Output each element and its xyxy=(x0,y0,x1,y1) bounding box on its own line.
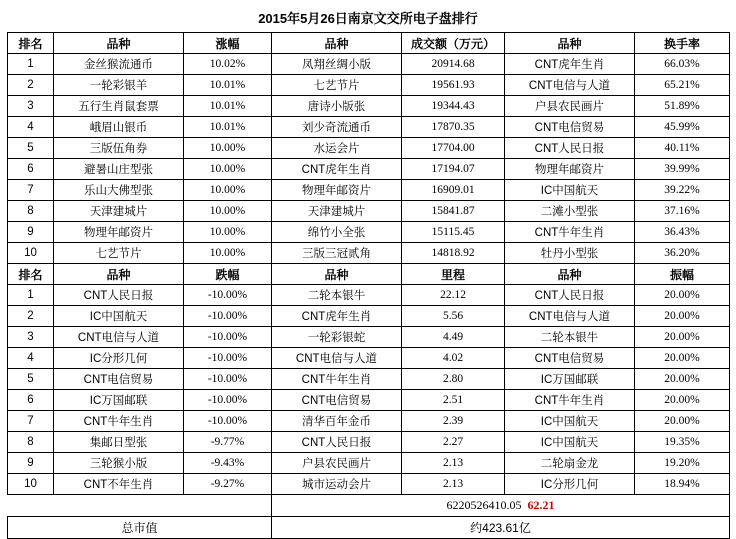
col-header-variety-2: 品种 xyxy=(272,264,402,285)
cell-variety-3: CNT电信贸易 xyxy=(505,117,635,138)
cell-variety-1: 集邮日型张 xyxy=(54,432,184,453)
cell-variety-2: 城市运动会片 xyxy=(272,474,402,495)
turnover-total-cell xyxy=(272,495,730,517)
cell-mileage: 2.51 xyxy=(402,390,505,411)
cell-amplitude: 20.00% xyxy=(635,369,730,390)
cell-variety-1: 金丝猴流通币 xyxy=(54,54,184,75)
table-row xyxy=(8,432,730,453)
cell-amplitude: 20.00% xyxy=(635,306,730,327)
cell-gain: 10.00% xyxy=(184,138,272,159)
cell-variety-3: IC中国航天 xyxy=(505,411,635,432)
gainers-table xyxy=(7,32,730,264)
col-header-amplitude: 振幅 xyxy=(635,264,730,285)
cell-mileage: 4.02 xyxy=(402,348,505,369)
cell-variety-1: IC分形几何 xyxy=(54,348,184,369)
cell-turnover-rate: 51.89% xyxy=(635,96,730,117)
cell-variety-3: CNT人民日报 xyxy=(505,138,635,159)
cell-rank: 4 xyxy=(8,348,54,369)
table-row xyxy=(8,306,730,327)
table-header-row xyxy=(8,264,730,285)
cell-turnover: 17194.07 xyxy=(402,159,505,180)
cell-turnover-rate: 65.21% xyxy=(635,75,730,96)
cell-rank: 2 xyxy=(8,306,54,327)
cell-variety-3: CNT虎年生肖 xyxy=(505,54,635,75)
cell-variety-3: CNT电信与人道 xyxy=(505,75,635,96)
cell-amplitude: 20.00% xyxy=(635,285,730,306)
cell-amplitude: 20.00% xyxy=(635,411,730,432)
table-row xyxy=(8,474,730,495)
cell-variety-2: 唐诗小版张 xyxy=(272,96,402,117)
cell-variety-2: CNT电信与人道 xyxy=(272,348,402,369)
cell-variety-2: CNT虎年生肖 xyxy=(272,159,402,180)
cell-variety-2: 天津建城片 xyxy=(272,201,402,222)
cell-variety-3: 二轮扇金龙 xyxy=(505,453,635,474)
cell-variety-3: IC中国航天 xyxy=(505,432,635,453)
cell-variety-2: CNT人民日报 xyxy=(272,432,402,453)
col-header-decline: 跌幅 xyxy=(184,264,272,285)
cell-mileage: 2.39 xyxy=(402,411,505,432)
cell-mileage: 5.56 xyxy=(402,306,505,327)
cell-variety-1: 乐山大佛型张 xyxy=(54,180,184,201)
cell-variety-1: IC中国航天 xyxy=(54,306,184,327)
cell-variety-1: CNT电信贸易 xyxy=(54,369,184,390)
col-header-gain: 涨幅 xyxy=(184,33,272,54)
cell-variety-2: 清华百年金币 xyxy=(272,411,402,432)
cell-variety-3: IC万国邮联 xyxy=(505,369,635,390)
cell-variety-1: 七艺节片 xyxy=(54,243,184,264)
cell-variety-2: 三版三冠贰角 xyxy=(272,243,402,264)
cell-variety-1: 三轮猴小版 xyxy=(54,453,184,474)
cell-gain: 10.00% xyxy=(184,201,272,222)
cell-variety-1: CNT不年生肖 xyxy=(54,474,184,495)
cell-mileage: 22.12 xyxy=(402,285,505,306)
cell-rank: 6 xyxy=(8,390,54,411)
cell-variety-3: CNT人民日报 xyxy=(505,285,635,306)
col-header-turnover-rate: 换手率 xyxy=(635,33,730,54)
col-header-variety-1: 品种 xyxy=(54,33,184,54)
cell-gain: 10.01% xyxy=(184,96,272,117)
cell-mileage: 2.13 xyxy=(402,474,505,495)
cell-rank: 3 xyxy=(8,96,54,117)
cell-gain: 10.00% xyxy=(184,180,272,201)
table-row xyxy=(8,201,730,222)
col-header-rank: 排名 xyxy=(8,33,54,54)
cell-variety-3: 二滩小型张 xyxy=(505,201,635,222)
table-row xyxy=(8,75,730,96)
cell-amplitude: 20.00% xyxy=(635,327,730,348)
cell-variety-2: CNT牛年生肖 xyxy=(272,369,402,390)
cell-variety-1: CNT牛年生肖 xyxy=(54,411,184,432)
table-row xyxy=(8,348,730,369)
cell-variety-2: 水运会片 xyxy=(272,138,402,159)
cell-gain: 10.01% xyxy=(184,117,272,138)
summary-row-marketcap xyxy=(8,517,730,539)
table-row xyxy=(8,369,730,390)
cell-turnover-rate: 39.22% xyxy=(635,180,730,201)
cell-turnover: 16909.01 xyxy=(402,180,505,201)
table-row xyxy=(8,138,730,159)
cell-decline: -10.00% xyxy=(184,411,272,432)
cell-turnover-rate: 39.99% xyxy=(635,159,730,180)
table-row xyxy=(8,222,730,243)
cell-decline: -9.77% xyxy=(184,432,272,453)
table-row xyxy=(8,159,730,180)
cell-turnover: 15115.45 xyxy=(402,222,505,243)
cell-gain: 10.00% xyxy=(184,222,272,243)
table-header-row xyxy=(8,33,730,54)
cell-turnover: 17704.00 xyxy=(402,138,505,159)
cell-decline: -10.00% xyxy=(184,285,272,306)
cell-variety-1: 三版伍角券 xyxy=(54,138,184,159)
col-header-rank: 排名 xyxy=(8,264,54,285)
cell-turnover-rate: 45.99% xyxy=(635,117,730,138)
cell-variety-1: 峨眉山银币 xyxy=(54,117,184,138)
cell-variety-3: CNT电信贸易 xyxy=(505,348,635,369)
table-row xyxy=(8,96,730,117)
cell-variety-2: 凤翔丝绸小版 xyxy=(272,54,402,75)
cell-gain: 10.02% xyxy=(184,54,272,75)
cell-gain: 10.00% xyxy=(184,159,272,180)
cell-turnover-rate: 40.11% xyxy=(635,138,730,159)
cell-mileage: 2.80 xyxy=(402,369,505,390)
cell-variety-1: 物理年邮资片 xyxy=(54,222,184,243)
losers-table xyxy=(7,263,730,495)
cell-rank: 1 xyxy=(8,54,54,75)
cell-variety-1: 避暑山庄型张 xyxy=(54,159,184,180)
cell-decline: -9.43% xyxy=(184,453,272,474)
total-marketcap-label: 总市值 xyxy=(8,517,272,539)
col-header-mileage: 里程 xyxy=(402,264,505,285)
cell-rank: 10 xyxy=(8,243,54,264)
cell-decline: -9.27% xyxy=(184,474,272,495)
cell-variety-3: CNT电信与人道 xyxy=(505,306,635,327)
table-row xyxy=(8,411,730,432)
cell-rank: 8 xyxy=(8,432,54,453)
cell-turnover-rate: 36.43% xyxy=(635,222,730,243)
cell-amplitude: 19.20% xyxy=(635,453,730,474)
cell-turnover: 17870.35 xyxy=(402,117,505,138)
cell-variety-1: 五行生肖鼠套票 xyxy=(54,96,184,117)
cell-amplitude: 20.00% xyxy=(635,390,730,411)
table-row xyxy=(8,117,730,138)
cell-variety-1: CNT电信与人道 xyxy=(54,327,184,348)
cell-variety-2: 二轮本银牛 xyxy=(272,285,402,306)
cell-variety-3: IC分形几何 xyxy=(505,474,635,495)
summary-blank-cell xyxy=(8,495,272,517)
cell-variety-1: CNT人民日报 xyxy=(54,285,184,306)
cell-rank: 9 xyxy=(8,222,54,243)
cell-rank: 4 xyxy=(8,117,54,138)
table-row xyxy=(8,54,730,75)
cell-rank: 7 xyxy=(8,180,54,201)
cell-rank: 6 xyxy=(8,159,54,180)
turnover-change-value: 62.21 xyxy=(527,498,555,512)
cell-turnover: 15841.87 xyxy=(402,201,505,222)
cell-variety-2: 物理年邮资片 xyxy=(272,180,402,201)
cell-mileage: 2.27 xyxy=(402,432,505,453)
cell-rank: 9 xyxy=(8,453,54,474)
cell-turnover-rate: 36.20% xyxy=(635,243,730,264)
cell-decline: -10.00% xyxy=(184,327,272,348)
cell-decline: -10.00% xyxy=(184,348,272,369)
cell-variety-2: 户县农民画片 xyxy=(272,453,402,474)
col-header-turnover: 成交额（万元） xyxy=(402,33,505,54)
cell-rank: 2 xyxy=(8,75,54,96)
col-header-variety-3: 品种 xyxy=(505,264,635,285)
cell-turnover: 20914.68 xyxy=(402,54,505,75)
summary-table xyxy=(7,494,730,539)
cell-variety-2: 绵竹小全张 xyxy=(272,222,402,243)
cell-turnover: 14818.92 xyxy=(402,243,505,264)
page-title: 2015年5月26日南京文交所电子盘排行 xyxy=(258,11,478,26)
cell-rank: 10 xyxy=(8,474,54,495)
cell-amplitude: 20.00% xyxy=(635,348,730,369)
cell-rank: 5 xyxy=(8,138,54,159)
cell-variety-3: CNT牛年生肖 xyxy=(505,390,635,411)
cell-variety-3: 二轮本银牛 xyxy=(505,327,635,348)
cell-variety-3: 物理年邮资片 xyxy=(505,159,635,180)
cell-decline: -10.00% xyxy=(184,369,272,390)
summary-row-turnover xyxy=(8,495,730,517)
cell-rank: 8 xyxy=(8,201,54,222)
col-header-variety-2: 品种 xyxy=(272,33,402,54)
cell-decline: -10.00% xyxy=(184,390,272,411)
cell-amplitude: 19.35% xyxy=(635,432,730,453)
cell-amplitude: 18.94% xyxy=(635,474,730,495)
table-row xyxy=(8,285,730,306)
cell-turnover: 19561.93 xyxy=(402,75,505,96)
cell-rank: 7 xyxy=(8,411,54,432)
cell-variety-3: CNT牛年生肖 xyxy=(505,222,635,243)
table-row xyxy=(8,243,730,264)
cell-turnover-rate: 37.16% xyxy=(635,201,730,222)
table-row xyxy=(8,390,730,411)
cell-variety-2: 一轮彩银蛇 xyxy=(272,327,402,348)
cell-variety-2: CNT虎年生肖 xyxy=(272,306,402,327)
cell-gain: 10.01% xyxy=(184,75,272,96)
table-row xyxy=(8,327,730,348)
cell-variety-2: CNT电信贸易 xyxy=(272,390,402,411)
cell-rank: 1 xyxy=(8,285,54,306)
cell-mileage: 2.13 xyxy=(402,453,505,474)
cell-turnover: 19344.43 xyxy=(402,96,505,117)
cell-variety-3: IC中国航天 xyxy=(505,180,635,201)
table-row xyxy=(8,180,730,201)
col-header-variety-3: 品种 xyxy=(505,33,635,54)
cell-variety-1: 一轮彩银羊 xyxy=(54,75,184,96)
cell-mileage: 4.49 xyxy=(402,327,505,348)
cell-rank: 5 xyxy=(8,369,54,390)
turnover-total-value: 6220526410.05 xyxy=(446,498,522,512)
cell-variety-1: IC万国邮联 xyxy=(54,390,184,411)
cell-variety-2: 刘少奇流通币 xyxy=(272,117,402,138)
cell-variety-3: 牡丹小型张 xyxy=(505,243,635,264)
col-header-variety-1: 品种 xyxy=(54,264,184,285)
cell-variety-2: 七艺节片 xyxy=(272,75,402,96)
cell-variety-3: 户县农民画片 xyxy=(505,96,635,117)
cell-turnover-rate: 66.03% xyxy=(635,54,730,75)
cell-decline: -10.00% xyxy=(184,306,272,327)
cell-gain: 10.00% xyxy=(184,243,272,264)
total-marketcap-value: 约423.61亿 xyxy=(272,517,730,539)
table-row xyxy=(8,453,730,474)
cell-variety-1: 天津建城片 xyxy=(54,201,184,222)
cell-rank: 3 xyxy=(8,327,54,348)
